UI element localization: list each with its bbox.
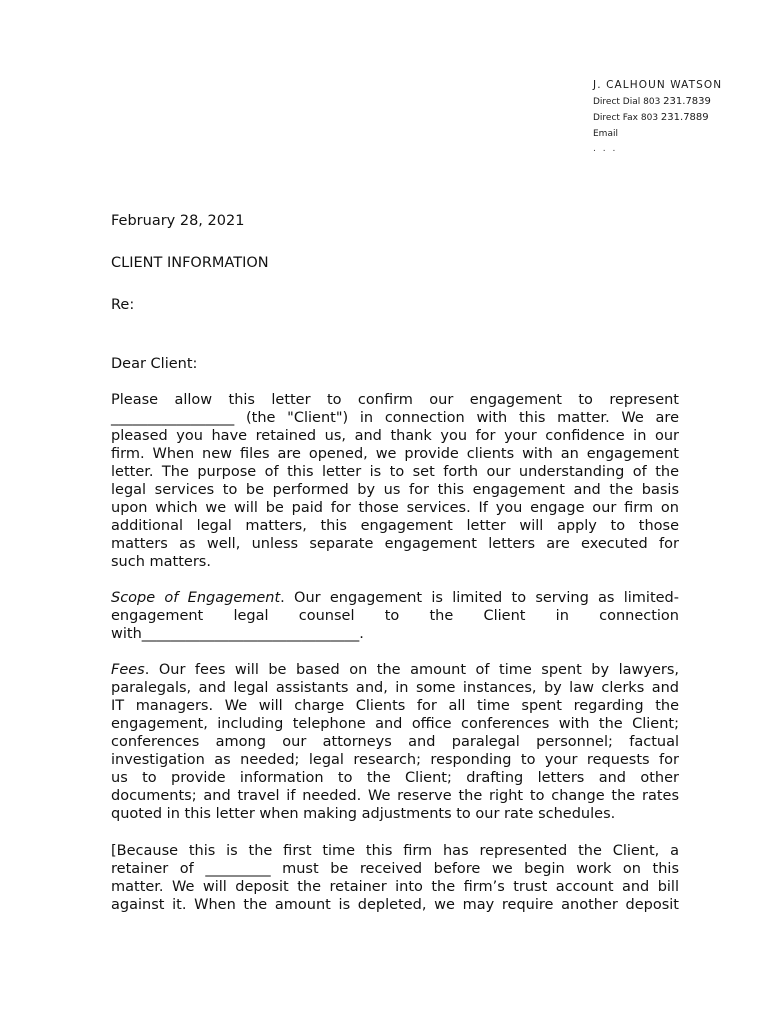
paragraph-line: engagement legal counsel to the Client in connection — [111, 608, 679, 624]
paragraph-line: IT managers. We will charge Clients for all time spent regarding the — [111, 698, 679, 714]
paragraph-line: [Because this is the first time this firm has represented the Client, a — [111, 843, 679, 859]
paragraph-line: investigation as needed; legal research; responding to your requests for — [111, 752, 679, 768]
letterhead — [593, 78, 753, 154]
paragraph-line: matter. We will deposit the retainer into the firm’s trust account and bill — [111, 879, 679, 895]
paragraph-line: retainer of _________ must be received before we begin work on this — [111, 861, 679, 877]
direct-dial-number: 231.7839 — [663, 96, 711, 107]
paragraph-line: against it. When the amount is depleted, we may require another deposit — [111, 897, 679, 913]
paragraph-line: paralegals, and legal assistants and, in some instances, by law clerks and — [111, 680, 679, 696]
paragraph-line: us to provide information to the Client; drafting letters and other — [111, 770, 679, 786]
paragraph-line: matters as well, unless separate engagement letters are executed for — [111, 536, 679, 552]
re-line: Re: — [111, 297, 135, 313]
attorney-name: J. CALHOUN WATSON — [593, 79, 723, 91]
paragraph-line: legal services to be performed by us for this engagement and the basis — [111, 482, 679, 498]
paragraph-line: _________________ (the "Client") in connection with this matter. We are — [111, 410, 679, 426]
email-address-cropped: . . . — [593, 144, 618, 154]
direct-fax-label: Direct Fax 803 — [593, 113, 659, 123]
paragraph-line: engagement, including telephone and office conferences with the Client; — [111, 716, 679, 732]
direct-dial-label: Direct Dial 803 — [593, 97, 661, 107]
scope-heading: Scope of Engagement — [111, 590, 281, 606]
fees-heading: Fees — [111, 662, 145, 678]
paragraph-engagement — [111, 391, 679, 571]
direct-dial — [593, 96, 753, 108]
paragraph-line: conferences among our attorneys and paralegal personnel; factual — [111, 734, 679, 750]
paragraph-line: firm. When new files are opened, we provide clients with an engagement — [111, 446, 679, 462]
paragraph-line: pleased you have retained us, and thank you for your confidence in our — [111, 428, 679, 444]
paragraph-line: upon which we will be paid for those services. If you engage our firm on — [111, 500, 679, 516]
email-label: Email — [593, 129, 618, 139]
paragraph-line: additional legal matters, this engagement letter will apply to those — [111, 518, 679, 534]
direct-fax — [593, 112, 753, 124]
paragraph-line: with______________________________. — [111, 626, 364, 642]
direct-fax-number: 231.7889 — [660, 112, 709, 123]
paragraph-line: documents; and travel if needed. We reserve the right to change the rates — [111, 788, 679, 804]
paragraph-line: Please allow this letter to confirm our engagement to represent — [111, 392, 679, 408]
letter-date: February 28, 2021 — [111, 213, 245, 229]
paragraph-line: letter. The purpose of this letter is to set forth our understanding of the — [111, 464, 679, 480]
paragraph-line: Fees. Our fees will be based on the amount of time spent by lawyers, — [111, 662, 679, 678]
salutation: Dear Client: — [111, 356, 198, 372]
recipient-line: CLIENT INFORMATION — [111, 255, 269, 271]
paragraph-retainer — [111, 842, 679, 914]
paragraph-line: quoted in this letter when making adjustments to our rate schedules. — [111, 806, 616, 822]
paragraph-line: Scope of Engagement. Our engagement is limited to serving as limited- — [111, 590, 679, 606]
paragraph-fees — [111, 661, 679, 823]
paragraph-line: such matters. — [111, 554, 211, 570]
paragraph-scope — [111, 589, 679, 643]
